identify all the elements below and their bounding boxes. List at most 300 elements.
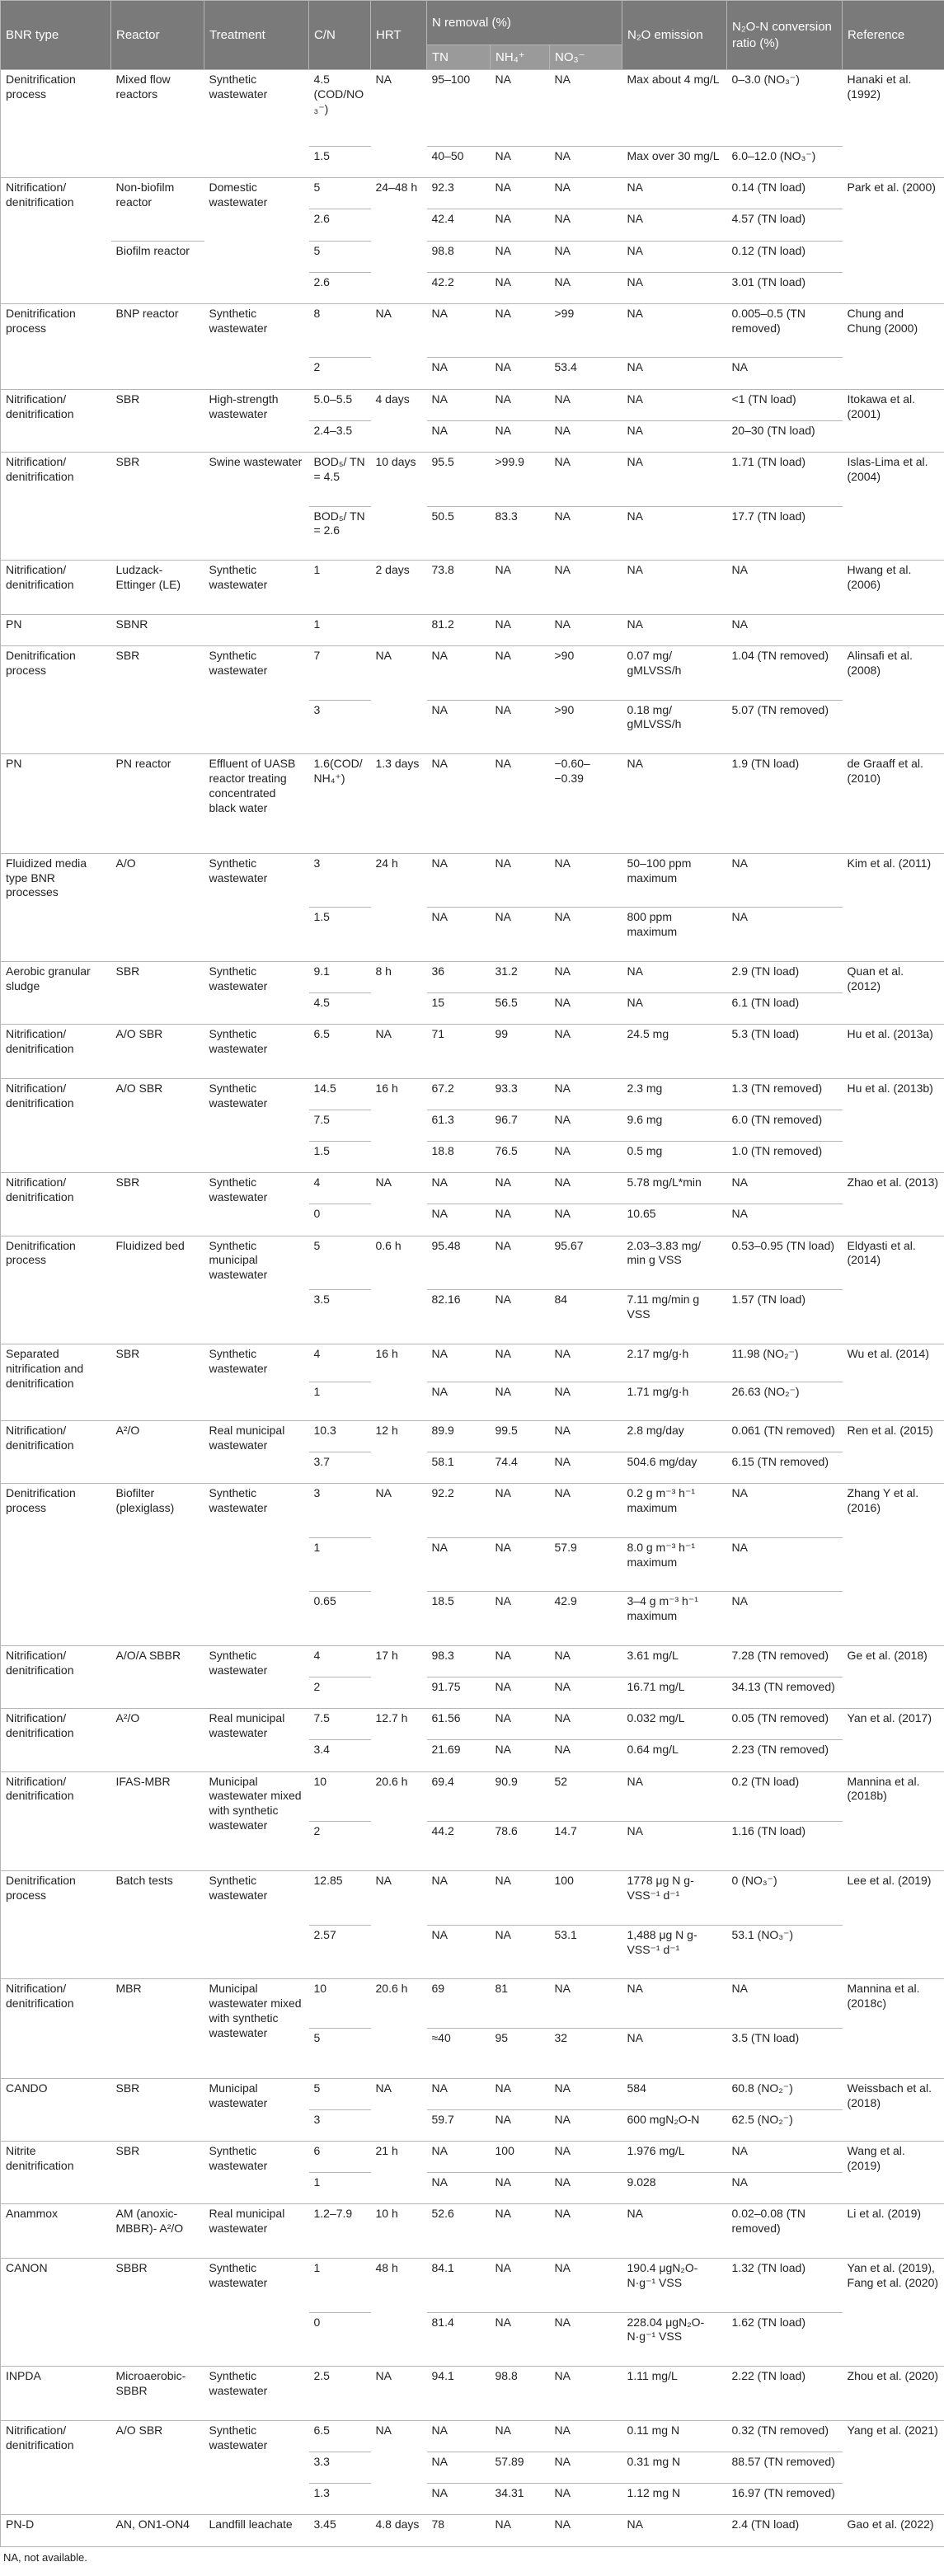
cn-cell: 8 bbox=[309, 303, 371, 358]
table-row bbox=[1, 389, 944, 420]
nh4-cell: 100 bbox=[491, 2142, 550, 2173]
cn-cell: 1.6(COD/ NH₄⁺) bbox=[309, 754, 371, 853]
ratio-cell: 2.4 (TN load) bbox=[727, 2515, 843, 2547]
reference-cell: Li et al. (2019) bbox=[843, 2204, 944, 2259]
cn-cell: 1.2–7.9 bbox=[309, 2204, 371, 2259]
nh4-cell: NA bbox=[491, 1709, 550, 1740]
tn-cell: 69.4 bbox=[427, 1771, 491, 1821]
tn-cell: 67.2 bbox=[427, 1078, 491, 1110]
hrt-cell: 10 days bbox=[371, 452, 427, 560]
ratio-cell: 4.57 (TN load) bbox=[727, 209, 843, 241]
n2o-cell: NA bbox=[622, 1771, 727, 1821]
hrt-cell: NA bbox=[371, 1484, 427, 1646]
hrt-cell: NA bbox=[371, 2367, 427, 2421]
tn-cell: 89.9 bbox=[427, 1420, 491, 1452]
no3-cell: NA bbox=[550, 506, 622, 561]
n2o-cell: NA bbox=[622, 961, 727, 992]
hrt-cell: NA bbox=[371, 2078, 427, 2141]
no3-cell: NA bbox=[550, 614, 622, 645]
tn-cell: 18.5 bbox=[427, 1592, 491, 1646]
nh4-cell: NA bbox=[491, 358, 550, 389]
cn-cell: 5 bbox=[309, 178, 371, 209]
ratio-cell: 0.05 (TN removed) bbox=[727, 1709, 843, 1740]
n2o-cell: 0.31 mg N bbox=[622, 2452, 727, 2483]
tn-cell: 71 bbox=[427, 1025, 491, 1079]
cn-cell: 2.4–3.5 bbox=[309, 420, 371, 452]
nh4-cell: 93.3 bbox=[491, 1078, 550, 1110]
reactor-cell: SBR bbox=[111, 961, 204, 1024]
ratio-cell: 1.71 (TN load) bbox=[727, 452, 843, 506]
hrt-cell: NA bbox=[371, 1871, 427, 1979]
no3-cell: NA bbox=[550, 1452, 622, 1483]
no3-cell: 95.67 bbox=[550, 1236, 622, 1290]
ratio-cell: 5.3 (TN load) bbox=[727, 1025, 843, 1079]
no3-cell: NA bbox=[550, 2142, 622, 2173]
tn-cell: 95–100 bbox=[427, 70, 491, 147]
treatment-cell: Real municipal wastewater bbox=[204, 1709, 309, 1771]
hrt-cell: 4 days bbox=[371, 389, 427, 452]
hrt-cell: 48 h bbox=[371, 2258, 427, 2366]
ratio-cell: 3.5 (TN load) bbox=[727, 2029, 843, 2078]
ratio-cell: 1.16 (TN load) bbox=[727, 1821, 843, 1870]
treatment-cell: Real municipal wastewater bbox=[204, 1420, 309, 1483]
n2o-cell: 0.2 g m⁻³ h⁻¹ maximum bbox=[622, 1484, 727, 1538]
ratio-cell: 6.15 (TN removed) bbox=[727, 1452, 843, 1483]
n2o-cell: NA bbox=[622, 303, 727, 358]
cn-cell: 0.65 bbox=[309, 1592, 371, 1646]
no3-cell: 32 bbox=[550, 2029, 622, 2078]
table-row bbox=[1, 1420, 944, 1452]
n2o-cell: 24.5 mg bbox=[622, 1025, 727, 1079]
table-row bbox=[1, 452, 944, 506]
n2o-cell: 0.5 mg bbox=[622, 1142, 727, 1173]
n2o-cell: 1.12 mg N bbox=[622, 2484, 727, 2515]
n2o-cell: 1.11 mg/L bbox=[622, 2367, 727, 2421]
reference-cell: Wu et al. (2014) bbox=[843, 1344, 944, 1420]
ratio-cell: NA bbox=[727, 2173, 843, 2204]
treatment-cell: Synthetic wastewater bbox=[204, 1344, 309, 1420]
no3-cell: NA bbox=[550, 1677, 622, 1709]
cn-cell: 3.45 bbox=[309, 2515, 371, 2547]
ratio-cell: NA bbox=[727, 853, 843, 908]
table-row bbox=[1, 2142, 944, 2173]
nh4-cell: NA bbox=[491, 1925, 550, 1979]
ratio-cell: NA bbox=[727, 1592, 843, 1646]
cn-cell: 0 bbox=[309, 2312, 371, 2367]
nh4-cell: NA bbox=[491, 2173, 550, 2204]
table-row bbox=[1, 754, 944, 853]
tn-cell: NA bbox=[427, 2173, 491, 2204]
tn-cell: 40–50 bbox=[427, 147, 491, 178]
reactor-cell: A/O/A SBBR bbox=[111, 1645, 204, 1708]
ratio-cell: 2.22 (TN load) bbox=[727, 2367, 843, 2421]
treatment-cell: Synthetic wastewater bbox=[204, 1484, 309, 1646]
nh4-cell: 99 bbox=[491, 1025, 550, 1079]
nh4-cell: 95 bbox=[491, 2029, 550, 2078]
n2o-cell: NA bbox=[622, 178, 727, 209]
ratio-cell: 53.1 (NO₃⁻) bbox=[727, 1925, 843, 1979]
no3-cell: 100 bbox=[550, 1871, 622, 1926]
no3-cell: NA bbox=[550, 2258, 622, 2312]
n2o-cell: NA bbox=[622, 389, 727, 420]
no3-cell: NA bbox=[550, 147, 622, 178]
treatment-cell: Domestic wastewater bbox=[204, 178, 309, 304]
tn-cell: 73.8 bbox=[427, 561, 491, 615]
table-row bbox=[1, 1344, 944, 1382]
n2o-cell: 50–100 ppm maximum bbox=[622, 853, 727, 908]
n2o-cell: NA bbox=[622, 358, 727, 389]
bnr-type-cell: Denitrification process bbox=[1, 70, 111, 178]
ratio-cell: NA bbox=[727, 614, 843, 645]
nh4-cell: NA bbox=[491, 561, 550, 615]
table-row bbox=[1, 1771, 944, 1821]
nh4-cell: NA bbox=[491, 178, 550, 209]
n2o-cell: 16.71 mg/L bbox=[622, 1677, 727, 1709]
n2o-cell: NA bbox=[622, 614, 727, 645]
tn-cell: 94.1 bbox=[427, 2367, 491, 2421]
tn-cell: 92.3 bbox=[427, 178, 491, 209]
cn-cell: 4 bbox=[309, 1344, 371, 1382]
reference-cell: Kim et al. (2011) bbox=[843, 853, 944, 961]
table-row bbox=[1, 614, 944, 645]
reference-cell: Islas-Lima et al. (2004) bbox=[843, 452, 944, 560]
cn-cell: 3 bbox=[309, 2109, 371, 2141]
reference-cell: Yang et al. (2021) bbox=[843, 2420, 944, 2514]
n2o-cell: NA bbox=[622, 1979, 727, 2029]
hrt-cell: 8 h bbox=[371, 961, 427, 1024]
no3-cell: NA bbox=[550, 1344, 622, 1382]
cn-cell: 7.5 bbox=[309, 1709, 371, 1740]
n2o-cell: 1.976 mg/L bbox=[622, 2142, 727, 2173]
cn-cell: 5 bbox=[309, 2078, 371, 2109]
treatment-cell: Municipal wastewater mixed with synthetic wastewater bbox=[204, 1771, 309, 1870]
bnr-type-cell: Nitrification/ denitrification bbox=[1, 452, 111, 560]
table-row bbox=[1, 853, 944, 908]
n2o-cell: 800 ppm maximum bbox=[622, 908, 727, 962]
n2o-cell: 5.78 mg/L*min bbox=[622, 1173, 727, 1204]
header-conversion-ratio: N₂O-N conversion ratio (%) bbox=[727, 1, 843, 70]
n2o-cell: Max about 4 mg/L bbox=[622, 70, 727, 147]
n2o-cell: NA bbox=[622, 209, 727, 241]
nh4-cell: NA bbox=[491, 1344, 550, 1382]
treatment-cell: Municipal wastewater bbox=[204, 2078, 309, 2141]
bnr-type-cell: Nitrification/ denitrification bbox=[1, 561, 111, 615]
reference-cell: Hu et al. (2013a) bbox=[843, 1025, 944, 1079]
treatment-cell bbox=[204, 614, 309, 645]
n2o-cell: 7.11 mg/min g VSS bbox=[622, 1290, 727, 1344]
tn-cell: NA bbox=[427, 1173, 491, 1204]
no3-cell: NA bbox=[550, 241, 622, 272]
nh4-cell: NA bbox=[491, 1740, 550, 1771]
nh4-cell: NA bbox=[491, 147, 550, 178]
table-row bbox=[1, 1709, 944, 1740]
tn-cell: 42.2 bbox=[427, 272, 491, 303]
treatment-cell: Synthetic wastewater bbox=[204, 1173, 309, 1236]
ratio-cell: NA bbox=[727, 1979, 843, 2029]
n2o-cell: NA bbox=[622, 2204, 727, 2259]
hrt-cell: 10 h bbox=[371, 2204, 427, 2259]
tn-cell: 50.5 bbox=[427, 506, 491, 561]
treatment-cell: Synthetic wastewater bbox=[204, 2142, 309, 2204]
nh4-cell: 57.89 bbox=[491, 2452, 550, 2483]
cn-cell: 2.6 bbox=[309, 209, 371, 241]
no3-cell: NA bbox=[550, 1204, 622, 1236]
ratio-cell: 0.2 (TN load) bbox=[727, 1771, 843, 1821]
nh4-cell: 83.3 bbox=[491, 506, 550, 561]
reactor-cell: AN, ON1-ON4 bbox=[111, 2515, 204, 2547]
bnr-type-cell: PN-D bbox=[1, 2515, 111, 2547]
hrt-cell: NA bbox=[371, 1025, 427, 1079]
reference-cell: Zhang Y et al. (2016) bbox=[843, 1484, 944, 1646]
bnr-type-cell: Aerobic granular sludge bbox=[1, 961, 111, 1024]
hrt-cell bbox=[371, 614, 427, 645]
cn-cell: 9.1 bbox=[309, 961, 371, 992]
hrt-cell: NA bbox=[371, 303, 427, 389]
n2o-cell: 0.07 mg/ gMLVSS/h bbox=[622, 645, 727, 700]
cn-cell: 1 bbox=[309, 614, 371, 645]
n2o-cell: NA bbox=[622, 992, 727, 1024]
cn-cell: 3.5 bbox=[309, 1290, 371, 1344]
n2o-cell: NA bbox=[622, 1821, 727, 1870]
n2o-cell: 3.61 mg/L bbox=[622, 1645, 727, 1677]
tn-cell: 61.56 bbox=[427, 1709, 491, 1740]
tn-cell: NA bbox=[427, 1382, 491, 1421]
n2o-cell: 0.032 mg/L bbox=[622, 1709, 727, 1740]
reference-cell: Ge et al. (2018) bbox=[843, 1645, 944, 1708]
tn-cell: NA bbox=[427, 754, 491, 853]
n2o-cell: 600 mgN₂O-N bbox=[622, 2109, 727, 2141]
tn-cell: NA bbox=[427, 1871, 491, 1926]
bnr-type-cell: Nitrification/ denitrification bbox=[1, 1771, 111, 1870]
nh4-cell: NA bbox=[491, 1537, 550, 1592]
ratio-cell: 0.12 (TN load) bbox=[727, 241, 843, 272]
bnr-type-cell: Denitrification process bbox=[1, 645, 111, 753]
ratio-cell: 11.98 (NO₂⁻) bbox=[727, 1344, 843, 1382]
cn-cell: 2 bbox=[309, 1821, 371, 1870]
nh4-cell: NA bbox=[491, 1173, 550, 1204]
ratio-cell: 20–30 (TN load) bbox=[727, 420, 843, 452]
tn-cell: 21.69 bbox=[427, 1740, 491, 1771]
no3-cell: NA bbox=[550, 178, 622, 209]
ratio-cell: 0.14 (TN load) bbox=[727, 178, 843, 209]
no3-cell: NA bbox=[550, 1709, 622, 1740]
nh4-cell: NA bbox=[491, 303, 550, 358]
treatment-cell: Municipal wastewater mixed with synthetic wastewater bbox=[204, 1979, 309, 2078]
ratio-cell: 0.32 (TN removed) bbox=[727, 2420, 843, 2452]
cn-cell: 6.5 bbox=[309, 2420, 371, 2452]
tn-cell: NA bbox=[427, 2452, 491, 2483]
treatment-cell: Synthetic wastewater bbox=[204, 70, 309, 178]
no3-cell: NA bbox=[550, 1645, 622, 1677]
tn-cell: 84.1 bbox=[427, 2258, 491, 2312]
cn-cell: 2 bbox=[309, 1677, 371, 1709]
n2o-cell: NA bbox=[622, 506, 727, 561]
hrt-cell: 12 h bbox=[371, 1420, 427, 1483]
n2o-cell: 2.3 mg bbox=[622, 1078, 727, 1110]
no3-cell: 52 bbox=[550, 1771, 622, 1821]
nh4-cell: NA bbox=[491, 1290, 550, 1344]
n2o-cell: 3–4 g m⁻³ h⁻¹ maximum bbox=[622, 1592, 727, 1646]
no3-cell: −0.60–−0.39 bbox=[550, 754, 622, 853]
nh4-cell: NA bbox=[491, 389, 550, 420]
reference-cell: de Graaff et al. (2010) bbox=[843, 754, 944, 853]
tn-cell: 69 bbox=[427, 1979, 491, 2029]
nh4-cell: NA bbox=[491, 2312, 550, 2367]
ratio-cell: 1.3 (TN removed) bbox=[727, 1078, 843, 1110]
reference-cell: Chung and Chung (2000) bbox=[843, 303, 944, 389]
ratio-cell: 0.53–0.95 (TN load) bbox=[727, 1236, 843, 1290]
cn-cell: 3 bbox=[309, 700, 371, 754]
nh4-cell: NA bbox=[491, 908, 550, 962]
reactor-cell: SBR bbox=[111, 2142, 204, 2204]
tn-cell: NA bbox=[427, 645, 491, 700]
reference-cell: Mannina et al. (2018b) bbox=[843, 1771, 944, 1870]
bnr-type-cell: CANON bbox=[1, 2258, 111, 2366]
nh4-cell: NA bbox=[491, 420, 550, 452]
table-row bbox=[1, 303, 944, 358]
n2o-cell: 2.8 mg/day bbox=[622, 1420, 727, 1452]
reference-cell: Wang et al. (2019) bbox=[843, 2142, 944, 2204]
reference-cell: Quan et al. (2012) bbox=[843, 961, 944, 1024]
n2o-cell: 0.11 mg N bbox=[622, 2420, 727, 2452]
n2o-cell: 584 bbox=[622, 2078, 727, 2109]
cn-cell: 7.5 bbox=[309, 1110, 371, 1141]
no3-cell: NA bbox=[550, 389, 622, 420]
nh4-cell: NA bbox=[491, 645, 550, 700]
nh4-cell: NA bbox=[491, 241, 550, 272]
no3-cell: NA bbox=[550, 272, 622, 303]
ratio-cell: 88.57 (TN removed) bbox=[727, 2452, 843, 2483]
treatment-cell: Synthetic wastewater bbox=[204, 1078, 309, 1172]
footnote: NA, not available. bbox=[3, 2551, 87, 2564]
bnr-type-cell: Fluidized media type BNR processes bbox=[1, 853, 111, 961]
tn-cell: 81.4 bbox=[427, 2312, 491, 2367]
tn-cell: NA bbox=[427, 2078, 491, 2109]
cn-cell: 1 bbox=[309, 2258, 371, 2312]
ratio-cell: 0 (NO₃⁻) bbox=[727, 1871, 843, 1926]
reference-cell: Yan et al. (2019), Fang et al. (2020) bbox=[843, 2258, 944, 2366]
n2o-cell: NA bbox=[622, 754, 727, 853]
ratio-cell: 34.13 (TN removed) bbox=[727, 1677, 843, 1709]
no3-cell: NA bbox=[550, 1078, 622, 1110]
no3-cell: NA bbox=[550, 209, 622, 241]
bnr-type-cell: Nitrification/ denitrification bbox=[1, 2420, 111, 2514]
reference-cell: Zhou et al. (2020) bbox=[843, 2367, 944, 2421]
cn-cell: 3.3 bbox=[309, 2452, 371, 2483]
nh4-cell: NA bbox=[491, 700, 550, 754]
header-no3: NO₃⁻ bbox=[550, 45, 622, 70]
nh4-cell: 78.6 bbox=[491, 1821, 550, 1870]
hrt-cell: NA bbox=[371, 1173, 427, 1236]
nh4-cell: 81 bbox=[491, 1979, 550, 2029]
treatment-cell: High-strength wastewater bbox=[204, 389, 309, 452]
no3-cell: NA bbox=[550, 1110, 622, 1141]
reactor-cell: IFAS-MBR bbox=[111, 1771, 204, 1870]
nh4-cell: NA bbox=[491, 1645, 550, 1677]
nh4-cell: 74.4 bbox=[491, 1452, 550, 1483]
table-row bbox=[1, 1173, 944, 1204]
bnr-type-cell: Denitrification process bbox=[1, 1871, 111, 1979]
tn-cell: 98.8 bbox=[427, 241, 491, 272]
no3-cell: >90 bbox=[550, 700, 622, 754]
ratio-cell: <1 (TN load) bbox=[727, 389, 843, 420]
cn-cell: BOD₅/ TN = 2.6 bbox=[309, 506, 371, 561]
reactor-cell: SBR bbox=[111, 389, 204, 452]
treatment-cell: Synthetic wastewater bbox=[204, 961, 309, 1024]
no3-cell: 57.9 bbox=[550, 1537, 622, 1592]
table-row bbox=[1, 2420, 944, 2452]
no3-cell: 14.7 bbox=[550, 1821, 622, 1870]
reactor-cell: Mixed flow reactors bbox=[111, 70, 204, 178]
nh4-cell: NA bbox=[491, 209, 550, 241]
nh4-cell: 96.7 bbox=[491, 1110, 550, 1141]
nh4-cell: 98.8 bbox=[491, 2367, 550, 2421]
hrt-cell: NA bbox=[371, 645, 427, 753]
tn-cell: 59.7 bbox=[427, 2109, 491, 2141]
tn-cell: NA bbox=[427, 303, 491, 358]
cn-cell: 1 bbox=[309, 561, 371, 615]
reactor-cell: Non-biofilm reactor bbox=[111, 178, 204, 241]
treatment-cell: Synthetic wastewater bbox=[204, 1871, 309, 1979]
reactor-cell: A²/O bbox=[111, 1709, 204, 1771]
tn-cell: NA bbox=[427, 2420, 491, 2452]
cn-cell: 5 bbox=[309, 1236, 371, 1290]
treatment-cell: Synthetic wastewater bbox=[204, 2258, 309, 2366]
tn-cell: NA bbox=[427, 2142, 491, 2173]
tn-cell: 98.3 bbox=[427, 1645, 491, 1677]
table-row bbox=[1, 2078, 944, 2109]
no3-cell: NA bbox=[550, 2312, 622, 2367]
bnr-type-cell: Nitrification/ denitrification bbox=[1, 1078, 111, 1172]
ratio-cell: 1.32 (TN load) bbox=[727, 2258, 843, 2312]
n2o-cell: NA bbox=[622, 452, 727, 506]
n2o-cell: 1,488 μg N g-VSS⁻¹ d⁻¹ bbox=[622, 1925, 727, 1979]
tn-cell: 61.3 bbox=[427, 1110, 491, 1141]
reactor-cell: Fluidized bed bbox=[111, 1236, 204, 1344]
reference-cell: Hanaki et al. (1992) bbox=[843, 70, 944, 178]
tn-cell: NA bbox=[427, 1925, 491, 1979]
no3-cell: NA bbox=[550, 908, 622, 962]
header-cn: C/N bbox=[309, 1, 371, 70]
reference-cell: Hwang et al. (2006) bbox=[843, 561, 944, 615]
treatment-cell: Landfill leachate bbox=[204, 2515, 309, 2547]
ratio-cell: 7.28 (TN removed) bbox=[727, 1645, 843, 1677]
hrt-cell: NA bbox=[371, 2420, 427, 2514]
reactor-cell: SBR bbox=[111, 2078, 204, 2141]
no3-cell: NA bbox=[550, 2484, 622, 2515]
hrt-cell: 24–48 h bbox=[371, 178, 427, 304]
nh4-cell: NA bbox=[491, 614, 550, 645]
tn-cell: NA bbox=[427, 358, 491, 389]
cn-cell: 1 bbox=[309, 2173, 371, 2204]
tn-cell: 92.2 bbox=[427, 1484, 491, 1538]
n2o-cell: 504.6 mg/day bbox=[622, 1452, 727, 1483]
bnr-type-cell: INPDA bbox=[1, 2367, 111, 2421]
no3-cell: NA bbox=[550, 2173, 622, 2204]
nh4-cell: NA bbox=[491, 2078, 550, 2109]
ratio-cell: NA bbox=[727, 1204, 843, 1236]
table-row bbox=[1, 1645, 944, 1677]
tn-cell: NA bbox=[427, 2484, 491, 2515]
tn-cell: NA bbox=[427, 1537, 491, 1592]
reactor-cell: SBR bbox=[111, 452, 204, 560]
bnr-type-cell: PN bbox=[1, 614, 111, 645]
ratio-cell: NA bbox=[727, 2142, 843, 2173]
no3-cell: NA bbox=[550, 2452, 622, 2483]
treatment-cell: Synthetic municipal wastewater bbox=[204, 1236, 309, 1344]
table-row bbox=[1, 2258, 944, 2312]
no3-cell: NA bbox=[550, 992, 622, 1024]
